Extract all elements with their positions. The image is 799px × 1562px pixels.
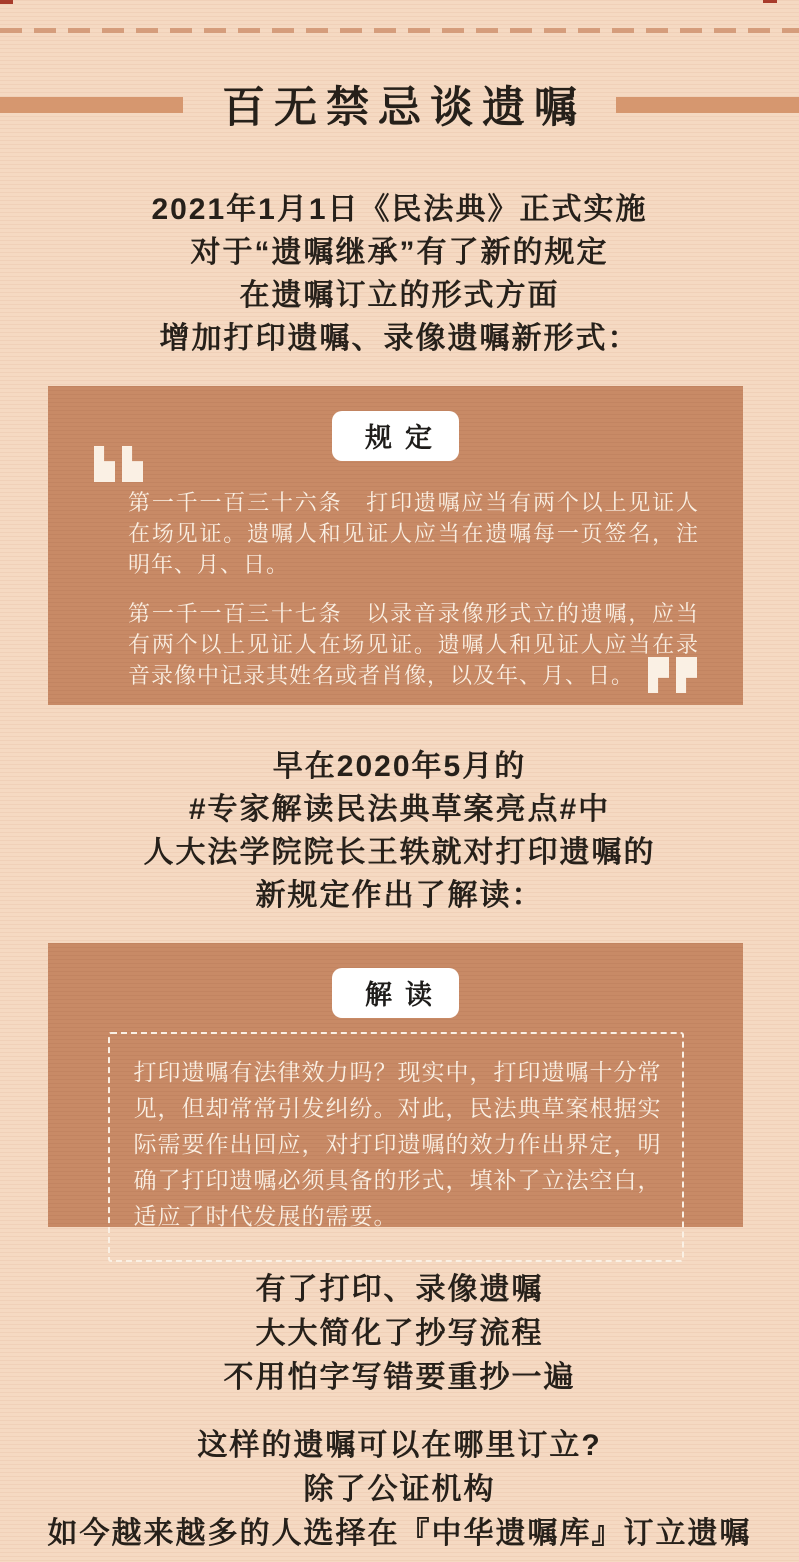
regulation-badge: 规定: [332, 411, 459, 461]
benefits-line-2: 大大简化了抄写流程: [255, 1317, 544, 1350]
interpretation-text: 打印遗嘱有法律效力吗？现实中，打印遗嘱十分常见，但却常常引发纠纷。对此，民法典草案根据实际需要作出回应，对打印遗嘱的效力作出界定，明确了打印遗嘱必须具备的形式，填补了立法空白，适应了时代发展的需要。: [133, 1059, 662, 1229]
close-quote-icon: [648, 657, 697, 693]
title-bar: [0, 74, 799, 135]
corner-mark-right: [763, 0, 777, 3]
top-dashed-divider: [0, 28, 799, 33]
interpretation-note-box: [108, 1032, 684, 1262]
page-title: 百无禁忌谈遗嘱: [222, 84, 586, 132]
intro-line-2: 对于“遗嘱继承”有了新的规定: [190, 236, 609, 269]
quote-mark-icon: [94, 446, 115, 482]
expert-intro-paragraph: [0, 745, 799, 917]
benefits-line-3: 不用怕字写错要重抄一遍: [223, 1361, 576, 1394]
quote-mark-icon: [676, 657, 697, 693]
expert-line-1: 早在2020年5月的: [272, 750, 527, 783]
regulation-paragraph-2: 第一千一百三十七条 以录音录像形式立的遗嘱，应当有两个以上见证人在场见证。遗嘱人和见证人应当在录音录像中记录其姓名或者肖像，以及年、月、日。: [128, 601, 699, 688]
closing-line-2: 除了公证机构: [303, 1473, 496, 1506]
intro-line-1: 2021年1月1日《民法典》正式实施: [151, 193, 648, 226]
benefits-paragraph: [0, 1268, 799, 1400]
title-rule-right: [616, 97, 799, 113]
benefits-line-1: 有了打印、录像遗嘱: [255, 1273, 544, 1306]
expert-line-3: 人大法学院院长王轶就对打印遗嘱的: [143, 836, 656, 869]
regulation-card: [48, 386, 743, 705]
corner-mark-left: [0, 0, 13, 4]
closing-line-1: 这样的遗嘱可以在哪里订立?: [197, 1429, 602, 1462]
open-quote-icon: [94, 446, 143, 482]
interpretation-card: [48, 943, 743, 1227]
expert-line-2: #专家解读民法典草案亮点#中: [188, 793, 611, 826]
expert-line-4: 新规定作出了解读：: [255, 879, 544, 912]
intro-line-4: 增加打印遗嘱、录像遗嘱新形式：: [159, 322, 640, 355]
quote-mark-icon: [122, 446, 143, 482]
interpretation-badge: 解读: [332, 968, 459, 1018]
title-rule-left: [0, 97, 183, 113]
quote-mark-icon: [648, 657, 669, 693]
closing-paragraph: [0, 1424, 799, 1556]
regulation-body: [128, 487, 699, 691]
closing-line-3: 如今越来越多的人选择在『中华遗嘱库』订立遗嘱: [47, 1517, 752, 1550]
intro-line-3: 在遗嘱订立的形式方面: [239, 279, 560, 312]
regulation-paragraph-1: 第一千一百三十六条 打印遗嘱应当有两个以上见证人在场见证。遗嘱人和见证人应当在遗嘱每一页签名，注明年、月、日。: [128, 490, 699, 577]
intro-paragraph: [0, 188, 799, 360]
